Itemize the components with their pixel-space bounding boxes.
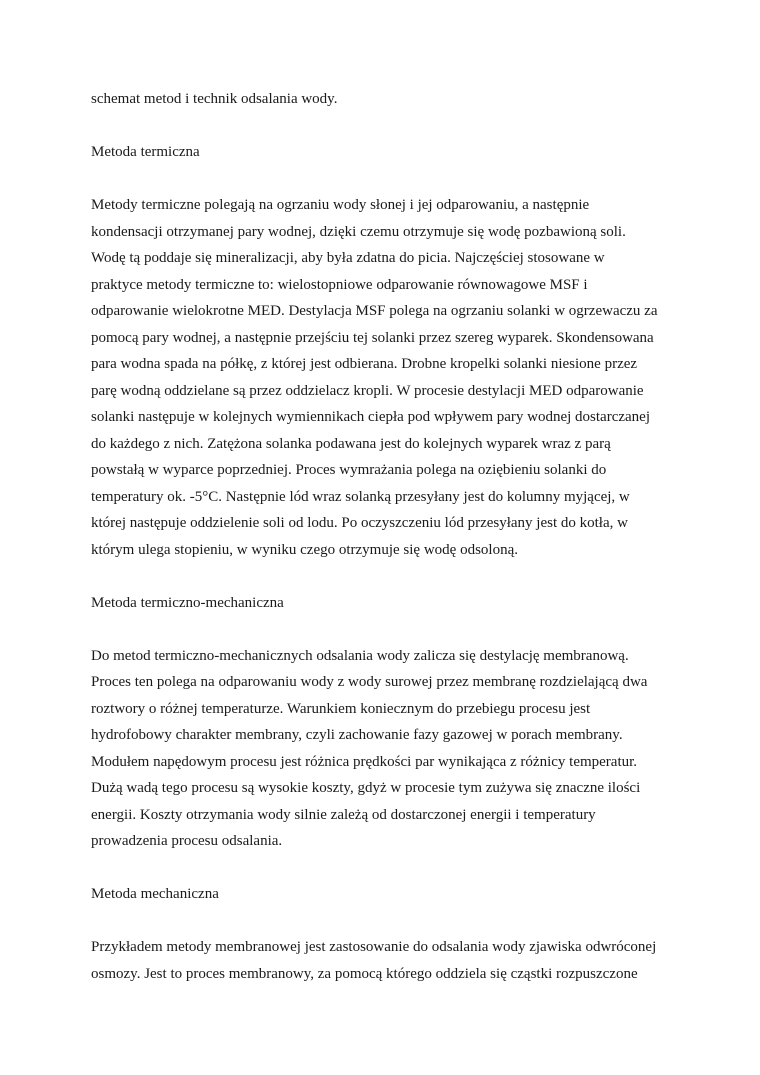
text-line: energii. Koszty otrzymania wody silnie zależą od dostarczonej energii i temperatury [91,806,596,823]
text-line: do każdego z nich. Zatężona solanka podawana jest do kolejnych wyparek wraz z parą [91,435,611,452]
text-line: powstałą w wyparce poprzedniej. Proces wymrażania polega na oziębieniu solanki do [91,462,607,478]
section-heading-thermal: Metoda termiczna [91,144,200,160]
text-line: odparowanie wielokrotne MED. Destylacja MSF polega na ogrzaniu solanki w ogrzewaczu za [91,303,658,319]
text-line: para wodna spada na półkę, z której jest odbierana. Drobne kropelki solanki niesione przez [91,356,638,372]
text-line: osmozy. Jest to proces membranowy, za pomocą którego oddziela się cząstki rozpuszczone [91,965,638,982]
text-line: roztwory o różnej temperaturze. Warunkiem koniecznym do przebiegu procesu jest [91,700,591,717]
text-line: Modułem napędowym procesu jest różnica prędkości par wynikająca z różnicy temperatur. [91,753,638,770]
text-line: Dużą wadą tego procesu są wysokie koszty, gdyż w procesie tym zużywa się znaczne ilości [91,780,641,796]
paragraph-gap [91,113,691,140]
paragraph-gap [91,563,691,590]
text-line: Przykładem metody membranowej jest zastosowanie do odsalania wody zjawiska odwróconej [91,939,657,955]
text-line: Metody termiczne polegają na ogrzaniu wody słonej i jej odparowaniu, a następnie [91,197,590,213]
text-line: którym ulega stopieniu, w wyniku czego otrzymuje się wodę odsoloną. [91,541,518,558]
section-heading-mechanical: Metoda mechaniczna [91,886,219,902]
section-heading-thermo-mechanical: Metoda termiczno-mechaniczna [91,594,284,611]
text-line: pomocą pary wodnej, a następnie przejściu tej solanki przez szereg wyparek. Skondensowana [91,329,654,346]
intro-line: schemat metod i technik odsalania wody. [91,91,338,107]
text-line: hydrofobowy charakter membrany, czyli zachowanie fazy gazowej w porach membrany. [91,727,623,743]
text-line: temperatury ok. -5°C. Następnie lód wraz solanką przesyłany jest do kolumny myjącej, w [91,488,630,505]
paragraph-gap [91,616,691,643]
paragraph-gap [91,908,691,935]
paragraph-thermal [91,192,691,563]
text-line: praktyce metody termiczne to: wielostopniowe odparowanie równowagowe MSF i [91,276,588,293]
text-line: kondensacji otrzymanej pary wodnej, dzięki czemu otrzymuje się wodę pozbawioną soli. [91,223,626,240]
text-line: Do metod termiczno-mechanicznych odsalania wody zalicza się destylację membranową. [91,647,629,664]
paragraph-mechanical [91,934,691,987]
text-line: parę wodną oddzielane są przez oddzielacz kropli. W procesie destylacji MED odparowanie [91,382,644,399]
paragraph-thermo-mechanical [91,643,691,855]
paragraph-gap [91,166,691,193]
paragraph-gap [91,855,691,882]
text-line: której następuje oddzielenie soli od lodu. Po oczyszczeniu lód przesyłany jest do kotła, w [91,515,628,531]
text-line: prowadzenia procesu odsalania. [91,833,283,849]
document-page [91,86,691,987]
text-line: Proces ten polega na odparowaniu wody z wody surowej przez membranę rozdzielającą dwa [91,674,648,690]
text-line: solanki następuje w kolejnych wymiennikach ciepła pod wpływem pary wodnej dostarczanej [91,409,650,425]
text-line: Wodę tą poddaje się mineralizacji, aby była zdatna do picia. Najczęściej stosowane w [91,250,605,266]
